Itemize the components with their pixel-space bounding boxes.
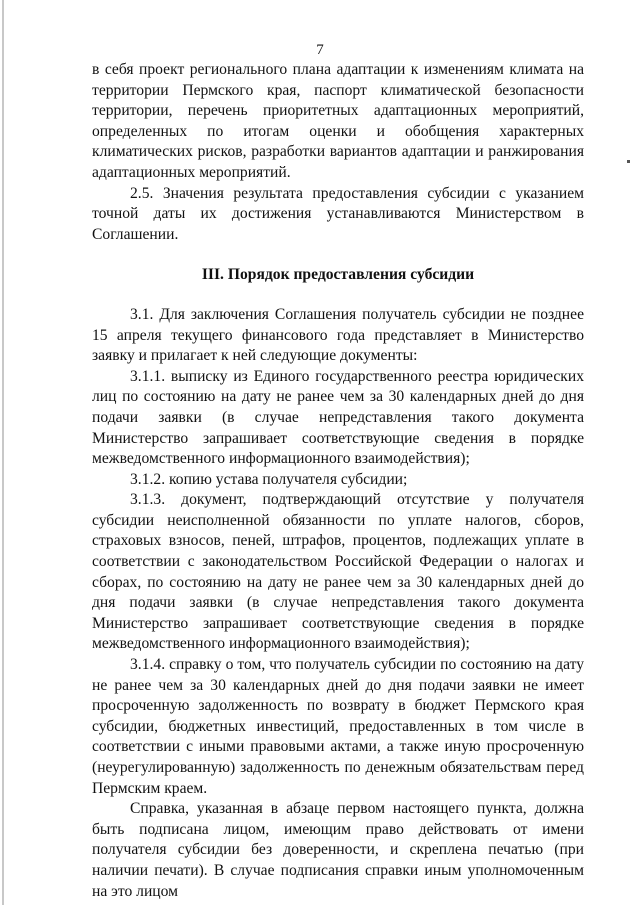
paragraph-continuation: в себя проект регионального плана адаптации к изменениям климата на территории Пермского края, паспорт климатической безопасности территории, перечень приоритетных адаптационных мероприятий, определенных по итогам оценки и обобщения характерных климатических рисков, разработки вариантов адаптации и ранжирования адаптационных мероприятий. — [92, 61, 584, 181]
scan-edge-shadow — [2, 0, 4, 905]
page-number: 7 — [316, 42, 324, 58]
section-heading: III. Порядок предоставления субсидии — [201, 266, 475, 284]
paragraph-certificate-signature: Справка, указанная в абзаце первом настоящего пункта, должна быть подписана лицом, имеющим право действовать от имени получателя субсидии без доверенности, и скреплена печатью (при наличии печати). В случае подписания справки иным уполномоченным на это лицом — [92, 800, 584, 900]
paragraph-3-1-1: 3.1.1. выписку из Единого государственного реестра юридических лиц по состоянию на дату не ранее чем за 30 календарных дней до дня подачи заявки (в случае непредставления такого документа Министерство запрашивает соответствующие сведения в порядке межведомственного информационного взаимодействия); — [92, 367, 584, 468]
paragraph-3-1-4: 3.1.4. справку о том, что получатель субсидии по состоянию на дату не ранее чем за 30 календарных дней до дня подачи заявки не имеет просроченную задолженность по возврату в бюджет Пермского края субсидии, бюджетных инвестиций, предоставленных в том числе в соответствии с иными правовыми актами, а также иную просроченную (неурегулированную) задолженность по денежным обязательствам перед Пермским краем. — [92, 656, 584, 797]
document-body — [92, 60, 584, 902]
paragraph-2-5: 2.5. Значения результата предоставления субсидии с указанием точной даты их достижения устанавливаются Министерством в Соглашении. — [92, 184, 584, 243]
scan-speck — [627, 160, 630, 163]
paragraph-3-1: 3.1. Для заключения Соглашения получатель субсидии не позднее 15 апреля текущего финансового года представляет в Министерство заявку и прилагает к ней следующие документы: — [92, 305, 584, 365]
paragraph-3-1-2: 3.1.2. копию устава получателя субсидии; — [130, 470, 408, 488]
paragraph-3-1-3: 3.1.3. документ, подтверждающий отсутствие у получателя субсидии неисполненной обязанности по уплате налогов, сборов, страховых взносов, пеней, штрафов, процентов, подлежащих уплате в соответствии с законодательством Российской Федерации о налогах и сборах, по состоянию на дату не ранее чем за 30 календарных дней до дня подачи заявки (в случае непредставления такого документа Министерство запрашивает соответствующие сведения в порядке межведомственного информационного взаимодействия); — [92, 491, 584, 653]
